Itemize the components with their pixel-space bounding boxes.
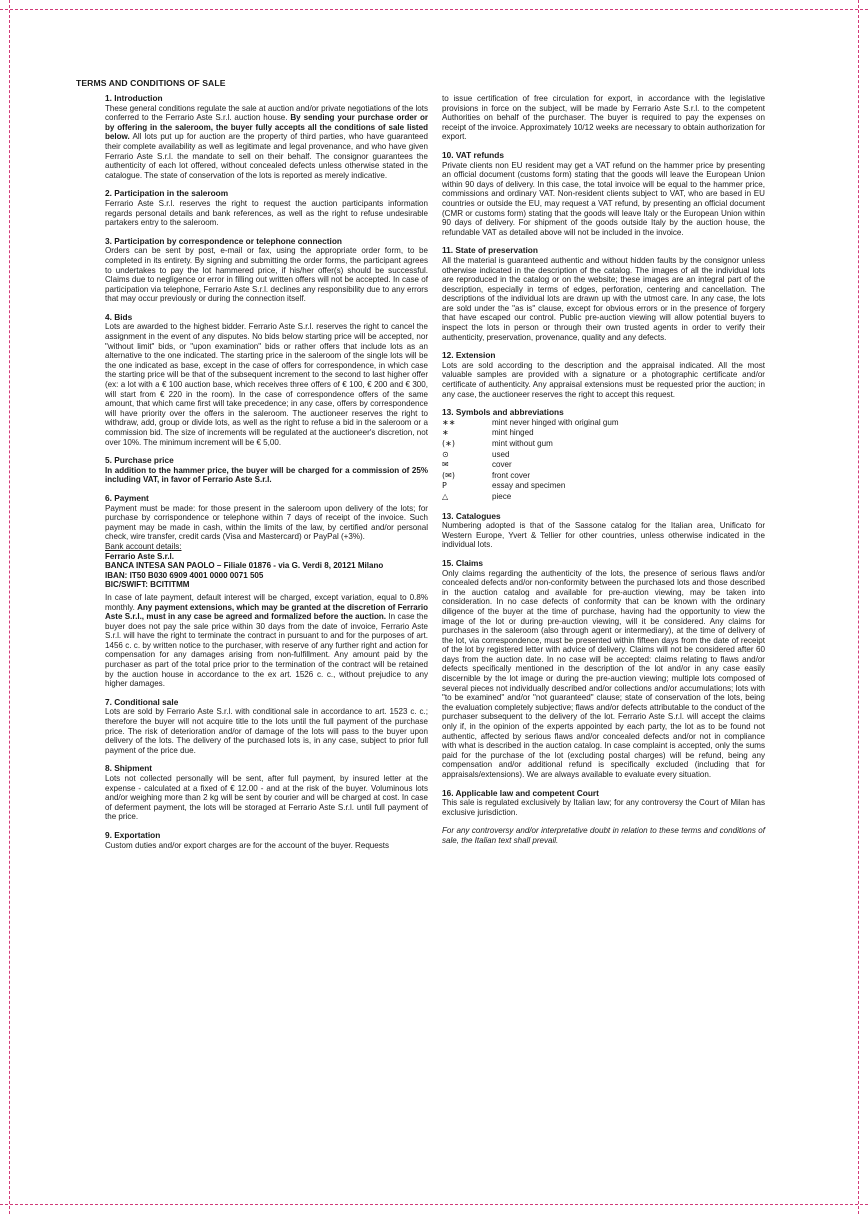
section-body: All the material is guaranteed authentic and without hidden faults by the consignor unless otherwise indicated in the description of the catalog. The images of all the individual lots are reproduced in the catalog or on the website; these images are an integral part of the description, especially in terms of edges, perforation, centering and cancellation. The descriptions of the individual lots are drawn up with the utmost care. In any case, the lots are sold under the "as is" clause, except for obvious errors or in the presence of forgery that have escaped our control. Public pre-auction viewing will allow potential buyers to inspect the lots in person or through their own trusted agents in order to verify their authenticity, preservation, provenance, quality and any defects. — [442, 255, 765, 342]
symbol-meaning: cover — [492, 460, 512, 470]
section-catalogues — [442, 512, 765, 550]
symbols-table — [442, 418, 765, 503]
section-heading: 8. Shipment — [105, 763, 153, 774]
section-purchase-price — [105, 456, 428, 485]
section-body — [105, 104, 428, 181]
crop-mark-top — [0, 9, 868, 10]
symbol-glyph: ✉ — [442, 460, 449, 470]
section-state-of-preservation — [442, 246, 765, 342]
section-heading: 1. Introduction — [105, 93, 163, 103]
symbol-glyph: ∗∗ — [442, 417, 456, 427]
symbol-glyph: ⊙ — [442, 449, 449, 459]
section-heading: 12. Extension — [442, 350, 496, 361]
section-body: Only claims regarding the authenticity of the lots, the presence of serious flaws and/or concealed defects and/or non-conformity between the purchased lots and those described in the auction catalog and available for pre-auction viewing, may be taken into consideration. In no case defects of conformity that can be known with the ordinary diligence of the buyer at the time of purchase, having had the opportunity to view the image of the lot or during pre-auction viewing, will it be considered. Any claims for purchases in the saleroom (also through agent or intermediary), at the time of delivery of the lot, via correspondence, must be presented within fifteen days from the date of receipt of the lot by registered letter with advice of delivery. Claims will not be considered after 60 days from the auction date. In no case will be accepted: claims relating to flaws and/or defects specifically mentioned in the description of the lot and/or in any case easily discernible by the lot image or during the pre-auction viewing; multiple lots composed of several pieces not individually described and/or collections and/or accumulations; lots with "to be examined" and/or "not guaranteed" clause; state of conservation of the lots, being the evaluation completely subjective; flaws and/or defects attributable to the conduct of the purchaser subsequent to the delivery of the lot. Ferrario Aste S.r.l. will accept the claims only if, in the opinion of the experts appointed by each party, the lot as to be found not authentic, affected by serious flaws and/or concealed defects and/or not in compliance with what is described in the auction catalog. In case complaint is accepted, only the sums paid for the purchase of the lot (excluding postal charges) will be refund, being any compensation and/or additional refund is specifically excluded (including that for appraisals/extensions). We are always available to evaluate every situation. — [442, 568, 765, 779]
crop-mark-left — [9, 0, 10, 1214]
symbol-row — [442, 428, 765, 439]
symbol-row — [442, 492, 765, 503]
right-column — [442, 94, 765, 855]
symbol-row — [442, 439, 765, 450]
section-heading: 15. Claims — [442, 557, 484, 568]
symbol-meaning: mint hinged — [492, 428, 534, 438]
symbol-row — [442, 481, 765, 492]
symbol-meaning: used — [492, 449, 510, 459]
section-heading: 9. Exportation — [105, 829, 161, 840]
section-participation-saleroom — [105, 189, 428, 227]
bank-details-heading: Bank account details: — [105, 541, 182, 551]
section-symbols — [442, 408, 765, 502]
body-text: These general conditions regulate the sale at auction and/or private negotiations of the lots conferred to the Ferrario Aste S.r.l. auction house. — [105, 103, 428, 123]
crop-mark-bottom — [0, 1204, 868, 1205]
section-claims — [442, 559, 765, 780]
section-body: Lots are sold by Ferrario Aste S.r.l. with conditional sale in accordance to art. 1523 c. c.; therefore the buyer will not acquire title to the lots until the full payment of the purchase price. The risk of deterioration and/or of damage of the lots will pass to the buyer upon delivery of the lots. The delivery of the purchased lots is, in any case, subject to prior full payment of the price due. — [105, 707, 428, 755]
symbol-row — [442, 418, 765, 429]
section-heading: 4. Bids — [105, 311, 133, 322]
section-body: Numbering adopted is that of the Sassone catalog for the Italian area, Unificato for Western Europe, Yvert & Tellier for other countries, unless otherwise indicated in the individual lots. — [442, 521, 765, 550]
section-body: Lots are sold according to the description and the appraisal indicated. All the most valuable samples are provided with a signature or a photographic certificate and/or certificate of authenticity. Any appraisal extensions must be requested prior the auction; in any case, the auctioneer reserves the right to accept this request. — [442, 360, 765, 399]
section-body: Ferrario Aste S.r.l. reserves the right to request the auction participants information regards personal details and bank references, as well as the right to refuse undesirable partakers entry to the saleroom. — [105, 198, 428, 228]
symbol-glyph: (✉) — [442, 470, 455, 480]
bank-iban: IBAN: IT50 B030 6909 4001 0000 0071 505 — [105, 570, 264, 580]
symbol-meaning: essay and specimen — [492, 481, 566, 491]
section-body: to issue certification of free circulation for export, in accordance with the legislative provisions in force on the subject, will be made by Ferrario Aste S.r.l. to the competent Authorities on behalf of the purchaser. The buyer is required to pay the expenses on receipt of the invoice. Approximately 10/12 weeks are necessary to obtain authorization for export. — [442, 94, 765, 142]
section-body: Orders can be sent by post, e-mail or fax, using the appropriate order form, to be completed in its entirety. By signing and submitting the order forms, the participant agrees to undertakes to pay the lot hammered price, if his/her offer(s) should be successful. Claims due to negligence or error in filling out written offers will not be accepted. In case of participation via telephone, Ferrario Aste S.r.l. declines any responsibility due to any errors that may occur previously or during the connection itself. — [105, 246, 428, 304]
section-body: Lots not collected personally will be sent, after full payment, by insured letter at the expense - calculated at a fixed of € 12.00 - and at the risk of the buyer. Voluminous lots and/or weighing more than 2 kg will be sent by courier and will be charged at cost. In case of deferment payment, the lots will be storaged at Ferrario Aste S.r.l. until full payment of the price. — [105, 774, 428, 822]
symbol-meaning: front cover — [492, 470, 531, 480]
symbol-meaning: piece — [492, 491, 512, 501]
symbol-glyph: P — [442, 481, 447, 491]
section-heading: 6. Payment — [105, 492, 149, 503]
section-heading: 3. Participation by correspondence or telephone connection — [105, 235, 342, 246]
section-body: This sale is regulated exclusively by Italian law; for any controversy the Court of Milan has exclusive jurisdiction. — [442, 798, 765, 817]
section-heading: 5. Purchase price — [105, 455, 174, 466]
section-payment — [105, 494, 428, 689]
bank-branch: BANCA INTESA SAN PAOLO – Filiale 01876 - via G. Verdi 8, 20121 Milano — [105, 561, 384, 571]
section-introduction — [105, 94, 428, 180]
section-body: Lots are awarded to the highest bidder. Ferrario Aste S.r.l. reserves the right to cancel the assignment in the event of any disputes. No bids below starting price will be accepted, nor "without limit" bids, or "upon examination" bids or rather offers that include lots as an alternative to the one indicated. The starting price in the saleroom of the single lots will be the one indicated as base, except in the case of offers for correspondence, in which case the starting price will be that of the subsequent increment to the second to last higher offer (ex: a lot with a € 100 auction base, which receives three offers of € 100, € 200 and € 300, will start from € 220 in the room). In the case of correspondence offers of the same amount, that which came first will take precedence; in any case, offers by correspondence will have priority over the offers in the saleroom. The auctioneer reserves the right to withdraw, add, group or divide lots, as well as the right to refuse a bid in the saleroom or a commission bid. The size of increments will be regulated at the auctioneer's discretion, not over 10%. The minimum increment will be € 5,00. — [105, 322, 428, 447]
section-body — [105, 593, 428, 689]
symbol-glyph: ∗ — [442, 428, 449, 438]
symbol-glyph: △ — [442, 491, 449, 501]
symbol-row — [442, 471, 765, 482]
section-body: Payment must be made: for those present in the saleroom upon delivery of the lots; for purchase by corrispondence or telephone within 7 days of receipt of the invoice. Such payment may be made in cash, within the limits of the law, by certified and/or personal check, wire transfer, credit cards (Visa and Mastercard) or PayPal (+3%). — [105, 503, 428, 542]
symbol-row — [442, 450, 765, 461]
section-heading: 7. Conditional sale — [105, 696, 179, 707]
symbol-meaning: mint never hinged with original gum — [492, 417, 619, 427]
section-applicable-law — [442, 789, 765, 818]
body-text-bold: Any payment extensions, which may be granted at the discretion of Ferrario Aste S.r.l., must in any case be agreed and formalized before the auction. — [105, 602, 428, 622]
section-vat-refunds — [442, 151, 765, 237]
section-bids — [105, 313, 428, 447]
italian-text-note: For any controversy and/or interpretative doubt in relation to these terms and conditions of sale, the Italian text shall prevail. — [442, 826, 765, 845]
section-heading: 10. VAT refunds — [442, 149, 504, 160]
symbol-row — [442, 460, 765, 471]
section-italian-text-note — [442, 826, 765, 845]
section-heading: 13. Catalogues — [442, 510, 501, 521]
section-extension — [442, 351, 765, 399]
section-heading: 11. State of preservation — [442, 245, 538, 256]
section-body: Custom duties and/or export charges are for the account of the buyer. Requests — [105, 840, 390, 850]
section-shipment — [105, 764, 428, 822]
left-column — [105, 94, 428, 859]
bank-name: Ferrario Aste S.r.l. — [105, 551, 175, 561]
symbol-glyph: (∗) — [442, 439, 455, 448]
body-text-bold: By sending your purchase order or by offering in the saleroom, the buyer fully accepts all the conditions of sale listed below. — [105, 113, 428, 142]
section-heading: 13. Symbols and abbreviations — [442, 407, 564, 418]
section-heading: 2. Participation in the saleroom — [105, 188, 229, 199]
document-title: TERMS AND CONDITIONS OF SALE — [76, 78, 226, 88]
section-body — [105, 466, 428, 485]
section-exportation-continued — [442, 94, 765, 142]
section-participation-correspondence — [105, 237, 428, 304]
section-heading: 16. Applicable law and competent Court — [442, 787, 599, 798]
section-exportation — [105, 831, 428, 850]
symbol-meaning: mint without gum — [492, 439, 553, 448]
crop-mark-right — [858, 0, 859, 1214]
section-conditional-sale — [105, 698, 428, 756]
section-body: Private clients non EU resident may get a VAT refund on the hammer price by presenting an official document (customs form) stating that the goods will leave the European Union within 90 days of delivery. In this case, the total invoice will be equal to the hammer price, commissions and ordinary VAT. Non-resident clients subject to VAT, who are based in EU countries or outside the EU, may request a VAT refund, by presenting an official document (CMR or customs form) stating that the goods will leave Italy or the European Union within 90 days of delivery. For shipment of the goods outside Italy by the auction house, the refundable VAT as detailed above will not be included in the invoice. — [442, 160, 765, 237]
body-text: All lots put up for auction are the property of third parties, who have guaranteed their complete availability as well as legitimate and legal provenance, and who have given Ferrario Aste S.r.l. the mandate to sell on their behalf. The consignor guarantees the authenticity of each lot offered, without concealed defects unless otherwise stated in the catalogue. The state of conservation of the lots is reported as merely indicative. — [105, 132, 428, 180]
body-text: In case the buyer does not pay the sale price within 30 days from the date of invoice, Ferrario Aste S.r.l. will have the right to terminate the contract in pursuant to and for the purposes of art. 1456 c. c. by written notice to the purchaser, with reserve of any further right and action for compensation for any damages arising from non-fulfillment. Any amount paid by the purchaser as part of the total price prior to the termination of the contract will be retained by the auction house in accordance to the ex art. 1526 c. c., without prejudice to any higher damages. — [105, 612, 428, 689]
body-text: In case of late payment, default interest will be charged, except variation, equal to 0.8% monthly. — [105, 592, 428, 612]
bank-swift: BIC/SWIFT: BCITITMM — [105, 580, 190, 590]
body-text-bold: In addition to the hammer price, the buyer will be charged for a commission of 25% including VAT, in favor of Ferrario Aste S.r.l. — [105, 465, 428, 485]
